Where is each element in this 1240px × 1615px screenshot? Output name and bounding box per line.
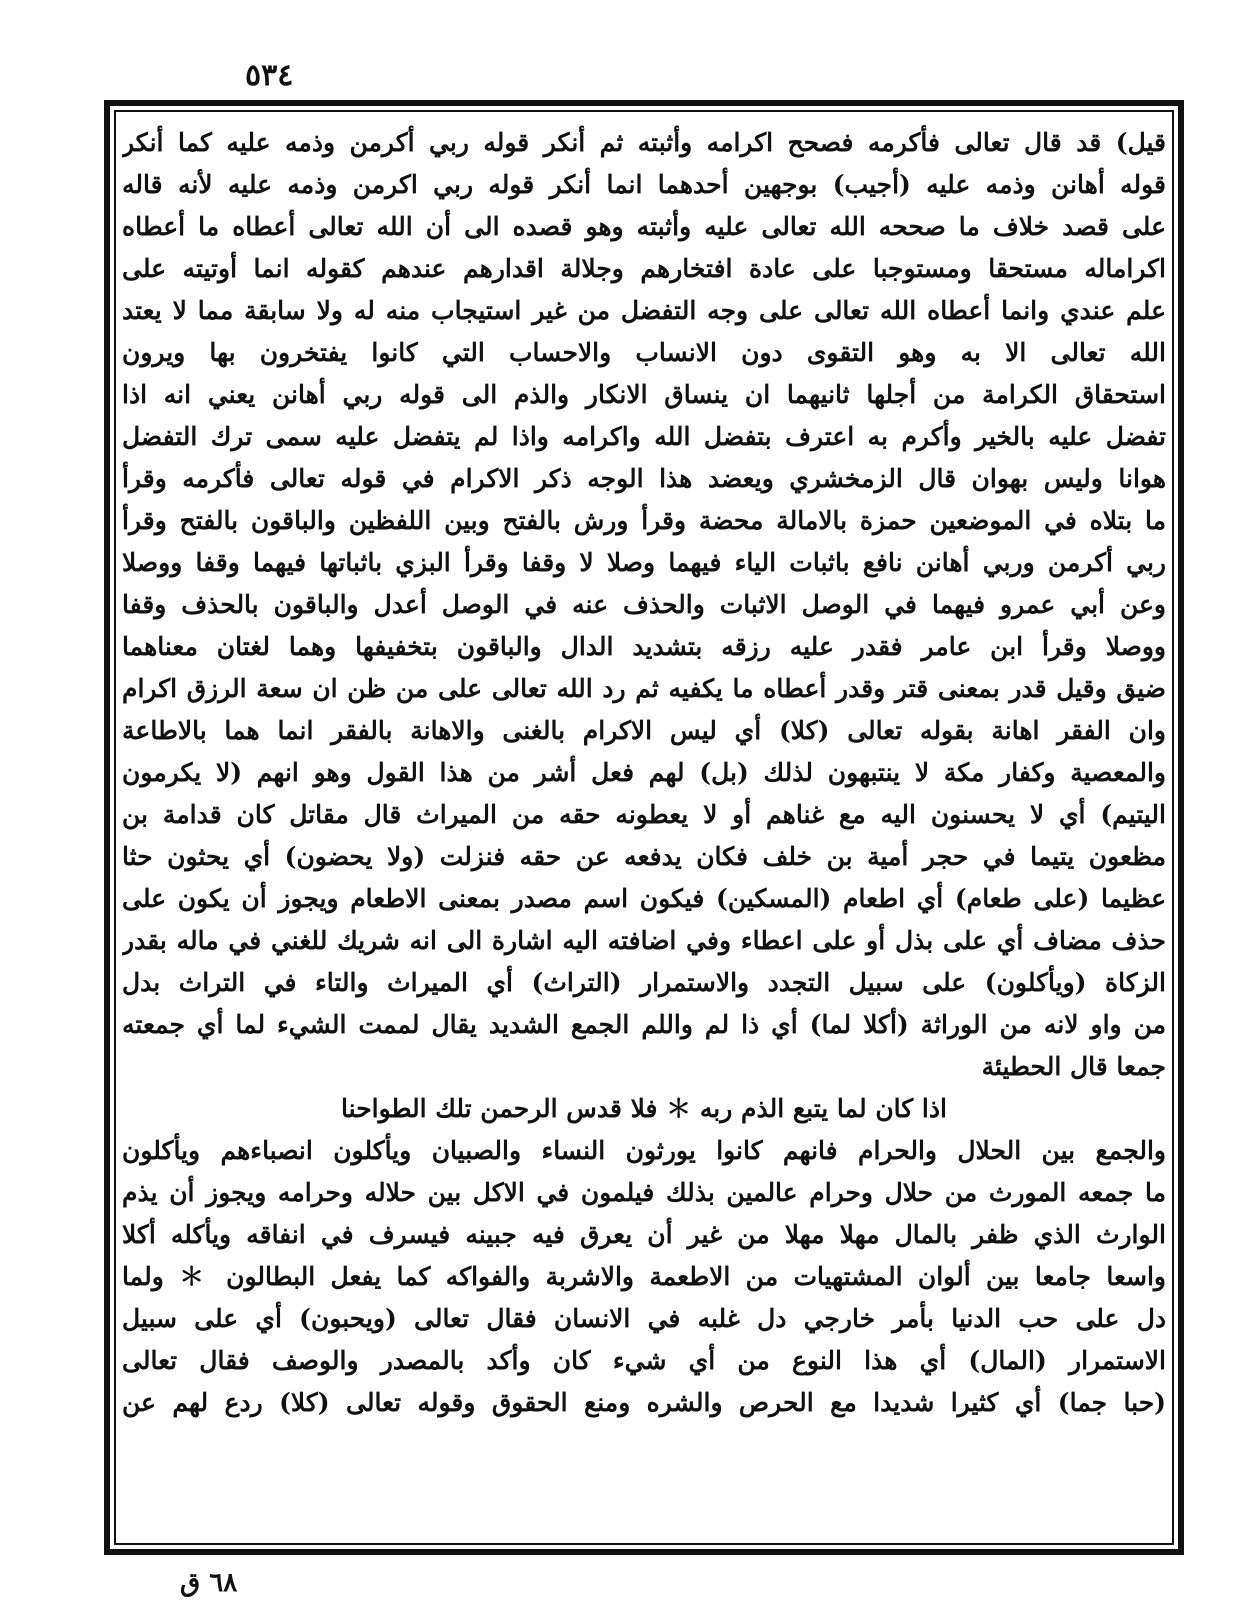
text-line: وان الفقر اهانة بقوله تعالى (كلا) أي ليس الاكرام بالغنى والاهانة بالفقر انما هما بالاطاعة xyxy=(122,716,1166,745)
text-line: الاستمرار (المال) أي هذا النوع من أي شيء كان وأكد بالمصدر والوصف فقال تعالى xyxy=(122,1346,1166,1375)
poetry-verse: اذا كان لما يتبع الذم ربه ＊ فلا قدس الرحمن تلك الطواحنا xyxy=(341,1094,947,1123)
text-line: الله تعالى الا به وهو التقوى دون الانساب والاحساب التي كانوا يفتخرون بها ويرون xyxy=(122,338,1166,367)
text-line: ما بتلاه في الموضعين حمزة بالامالة محضة وقرأ ورش بالفتح وبين اللفظين والباقون بالفتح وقرأ xyxy=(122,506,1166,535)
text-line: والمعصية وكفار مكة لا ينتبهون لذلك (بل) لهم فعل أشر من هذا القول وهو انهم (لا يكرمون xyxy=(122,758,1166,787)
text-line: ربي أكرمن وربي أهانن نافع باثبات الياء فيهما وصلا لا وقفا وقرأ البزي باثباتها فيهما وقفا ووصلا xyxy=(122,548,1166,577)
text-line: اليتيم) أي لا يحسنون اليه مع غناهم أو لا يعطونه حقه من الميراث قال مقاتل كان قدامة بن xyxy=(122,800,1166,829)
text-line: دل على حب الدنيا بأمر خارجي دل غلبه في الانسان فقال تعالى (ويحبون) أي على سبيل xyxy=(122,1304,1166,1333)
text-line: قوله أهانن وذمه عليه (أجيب) بوجهين أحدهما انما أنكر قوله ربي اكرمن وذمه عليه لأنه قاله xyxy=(122,170,1166,199)
text-line: تفضل عليه بالخير وأكرم به اعترف بتفضل الله واكرامه واذا لم يتفضل عليه سمى ترك التفضل xyxy=(122,422,1166,451)
text-line: الزكاة (ويأكلون) على سبيل التجدد والاستمرار (التراث) أي الميراث والتاء في التراث بدل xyxy=(122,968,1166,997)
text-line: (حبا جما) أي كثيرا شديدا مع الحرص والشره ومنع الحقوق وقوله تعالى (كلا) ردع لهم عن xyxy=(122,1388,1166,1417)
text-line: ضيق وقيل قدر بمعنى قتر وقدر أعطاه ما يكفيه ثم رد الله تعالى على من ظن ان سعة الرزق اكرام xyxy=(122,674,1166,703)
text-line: قيل) قد قال تعالى فأكرمه فصحح اكرامه وأثبته ثم أنكر قوله ربي أكرمن وذمه عليه كما أنكر xyxy=(122,128,1166,157)
signature-mark: ٦٨ ق xyxy=(180,1568,238,1598)
text-line: علم عندي وانما أعطاه الله تعالى على وجه التفضل من غير استيجاب منه له ولا سابقة مما لا يعتد xyxy=(122,296,1166,325)
text-line: حذف مضاف أي على بذل أو على اعطاء وفي اضافته اليه اشارة الى انه شريك للغني في ماله بقدر xyxy=(122,926,1166,955)
text-line: ما جمعه المورث من حلال وحرام عالمين بذلك فيلمون في الاكل بين حلاله وحرامه ويجوز أن يذم xyxy=(122,1178,1166,1207)
page-number: ٥٣٤ xyxy=(245,58,294,93)
text-line: اكراماله مستحقا ومستوجبا على عادة افتخارهم وجلالة اقدارهم عندهم كقوله انما أوتيته على xyxy=(122,254,1166,283)
text-line: الوارث الذي ظفر بالمال مهلا مهلا من غير أن يعرق فيه جبينه فيسرف في انفاقه ويأكله أكلا xyxy=(122,1220,1166,1249)
text-line: عظيما (على طعام) أي اطعام (المسكين) فيكون اسم مصدر بمعنى الاطعام ويجوز أن يكون على xyxy=(122,884,1166,913)
text-line: وعن أبي عمرو فيهما في الوصل الاثبات والحذف عنه في الوصل أعدل والباقون بالحذف وقفا xyxy=(122,590,1166,619)
text-line: جمعا قال الحطيئة xyxy=(981,1052,1166,1081)
text-line: واسعا جامعا بين ألوان المشتهيات من الاطعمة والاشربة والفواكه كما يفعل البطالون ＊ ولما xyxy=(122,1262,1166,1291)
text-line: هوانا وليس بهوان قال الزمخشري ويعضد هذا الوجه ذكر الاكرام في قوله تعالى فأكرمه وقرأ xyxy=(122,464,1166,493)
text-line: والجمع بين الحلال والحرام فانهم كانوا يورثون النساء والصبيان ويأكلون انصباءهم ويأكلون xyxy=(122,1136,1166,1165)
text-line: ووصلا وقرأ ابن عامر فقدر عليه رزقه بتشديد الدال والباقون بتخفيفها وهما لغتان معناهما xyxy=(122,632,1166,661)
text-line: على قصد خلاف ما صححه الله تعالى عليه وأثبته وهو قصده الى أن الله تعالى أعطاه ما أعطاه xyxy=(122,212,1166,241)
text-line: مظعون يتيما في حجر أمية بن خلف فكان يدفعه عن حقه فنزلت (ولا يحضون) أي يحثون حثا xyxy=(122,842,1166,871)
text-line: استحقاق الكرامة من أجلها ثانيهما ان ينساق الانكار والذم الى قوله ربي أهانن يعني انه اذا xyxy=(122,380,1166,409)
text-line: من واو لانه من الوراثة (أكلا لما) أي ذا لم واللم الجمع الشديد يقال لممت الشيء لما أي جمعته xyxy=(122,1010,1166,1039)
commentary-body xyxy=(122,122,1166,1424)
